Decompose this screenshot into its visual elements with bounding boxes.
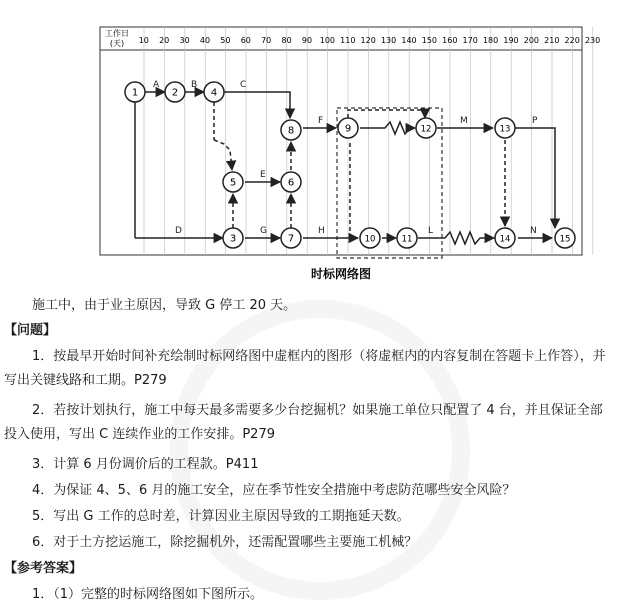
diagram-frame bbox=[100, 27, 582, 255]
diagram-caption: 时标网络图 bbox=[310, 267, 372, 281]
tick-label: 100 bbox=[319, 36, 336, 45]
question-6: 6．对于土方挖运施工，除挖掘机外，还需配置哪些主要施工机械？ bbox=[32, 535, 418, 550]
activity-label-N: N bbox=[530, 226, 537, 236]
edge-P bbox=[515, 128, 555, 228]
tick-label: 70 bbox=[261, 36, 272, 45]
header-label: 工作日 bbox=[105, 29, 129, 38]
node-15 bbox=[555, 228, 575, 248]
tick-label: 230 bbox=[584, 36, 601, 45]
node-1 bbox=[125, 82, 145, 102]
node-9 bbox=[338, 118, 358, 138]
question-2-line-1: 2．若按计划执行，施工中每天最多需要多少台挖掘机？如果施工单位只配置了 4 台，并且保证全部 bbox=[32, 403, 603, 418]
tick-label: 50 bbox=[220, 36, 231, 45]
question-1-line-2: 写出关键线路和工期。P279 bbox=[4, 373, 167, 388]
node-12 bbox=[416, 118, 436, 138]
tick-label: 20 bbox=[159, 36, 170, 45]
node-14 bbox=[495, 228, 515, 248]
svg-text:9: 9 bbox=[344, 123, 352, 135]
activity-label-F: F bbox=[318, 116, 324, 126]
activity-label-E: E bbox=[260, 170, 266, 180]
node-10 bbox=[360, 228, 380, 248]
svg-text:8: 8 bbox=[287, 125, 295, 137]
svg-text:13: 13 bbox=[499, 124, 511, 135]
activity-label-B: B bbox=[191, 80, 198, 90]
svg-text:4: 4 bbox=[210, 87, 218, 99]
activity-label-L: L bbox=[428, 226, 434, 236]
tick-label: 110 bbox=[340, 36, 356, 45]
svg-text:3: 3 bbox=[229, 233, 237, 245]
edge-C bbox=[223, 92, 290, 118]
question-5: 5．写出 G 工作的总时差，计算因业主原因导致的工期拖延天数。 bbox=[32, 509, 410, 524]
tick-label: 40 bbox=[199, 36, 211, 45]
dummy-9-12-top bbox=[348, 110, 425, 118]
header-label-unit: (天) bbox=[109, 39, 125, 48]
node-2 bbox=[165, 82, 185, 102]
activity-label-M: M bbox=[460, 116, 468, 126]
activity-label-C: C bbox=[240, 80, 247, 90]
svg-text:12: 12 bbox=[420, 124, 432, 135]
node-11 bbox=[397, 228, 417, 248]
questions-heading: 【问题】 bbox=[4, 323, 57, 338]
svg-text:1: 1 bbox=[131, 87, 139, 99]
question-3: 3．计算 6 月份调价后的工程款。P411 bbox=[32, 457, 259, 472]
tick-label: 90 bbox=[301, 36, 313, 45]
activity-label-A: A bbox=[153, 80, 160, 90]
svg-text:14: 14 bbox=[499, 234, 511, 245]
tick-label: 190 bbox=[503, 36, 519, 45]
tick-label: 160 bbox=[442, 36, 458, 45]
tick-label: 170 bbox=[462, 36, 478, 45]
svg-text:15: 15 bbox=[559, 234, 571, 245]
tick-label: 30 bbox=[179, 36, 190, 45]
answers-heading: 【参考答案】 bbox=[4, 561, 83, 576]
node-8 bbox=[281, 120, 301, 140]
svg-text:2: 2 bbox=[171, 87, 179, 99]
tick-label: 180 bbox=[482, 36, 499, 45]
tick-label: 220 bbox=[564, 36, 580, 45]
watermark-logo bbox=[170, 300, 470, 600]
tick-label: 120 bbox=[360, 36, 376, 45]
time-scaled-network-diagram bbox=[0, 0, 640, 290]
svg-text:10: 10 bbox=[364, 234, 376, 245]
question-2-line-2: 投入使用，写出 C 连续作业的工作安排。P279 bbox=[4, 427, 275, 442]
node-4 bbox=[204, 82, 224, 102]
tick-label: 210 bbox=[544, 36, 560, 45]
activity-label-D: D bbox=[175, 226, 182, 236]
tick-label: 60 bbox=[240, 36, 251, 45]
tick-label: 150 bbox=[421, 36, 438, 45]
node-3 bbox=[223, 228, 243, 248]
node-13 bbox=[495, 118, 515, 138]
tick-label: 140 bbox=[401, 36, 417, 45]
activity-label-P: P bbox=[532, 116, 538, 126]
node-7 bbox=[281, 228, 301, 248]
node-6 bbox=[281, 172, 301, 192]
question-4: 4．为保证 4、5、6 月的施工安全，应在季节性安全措施中考虑防范哪些安全风险？ bbox=[32, 483, 516, 498]
node-5 bbox=[223, 172, 243, 192]
answer-1: 1．（1）完整的时标网络图如下图所示。 bbox=[32, 587, 264, 602]
activity-label-G: G bbox=[260, 226, 267, 236]
tick-label: 10 bbox=[138, 36, 149, 45]
svg-text:6: 6 bbox=[287, 177, 295, 189]
tick-label: 200 bbox=[523, 36, 540, 45]
svg-text:11: 11 bbox=[401, 234, 413, 245]
question-1-line-1: 1．按最早开始时间补充绘制时标网络图中虚框内的图形（将虚框内的内容复制在答题卡上作答），并 bbox=[32, 349, 606, 364]
svg-text:5: 5 bbox=[229, 177, 237, 189]
tick-label: 130 bbox=[380, 36, 397, 45]
intro-text: 施工中，由于业主原因，导致 G 停工 20 天。 bbox=[32, 298, 297, 313]
dummy-wave bbox=[214, 140, 232, 170]
activity-label-H: H bbox=[318, 226, 325, 236]
tick-label: 80 bbox=[281, 36, 292, 45]
svg-text:7: 7 bbox=[287, 233, 295, 245]
